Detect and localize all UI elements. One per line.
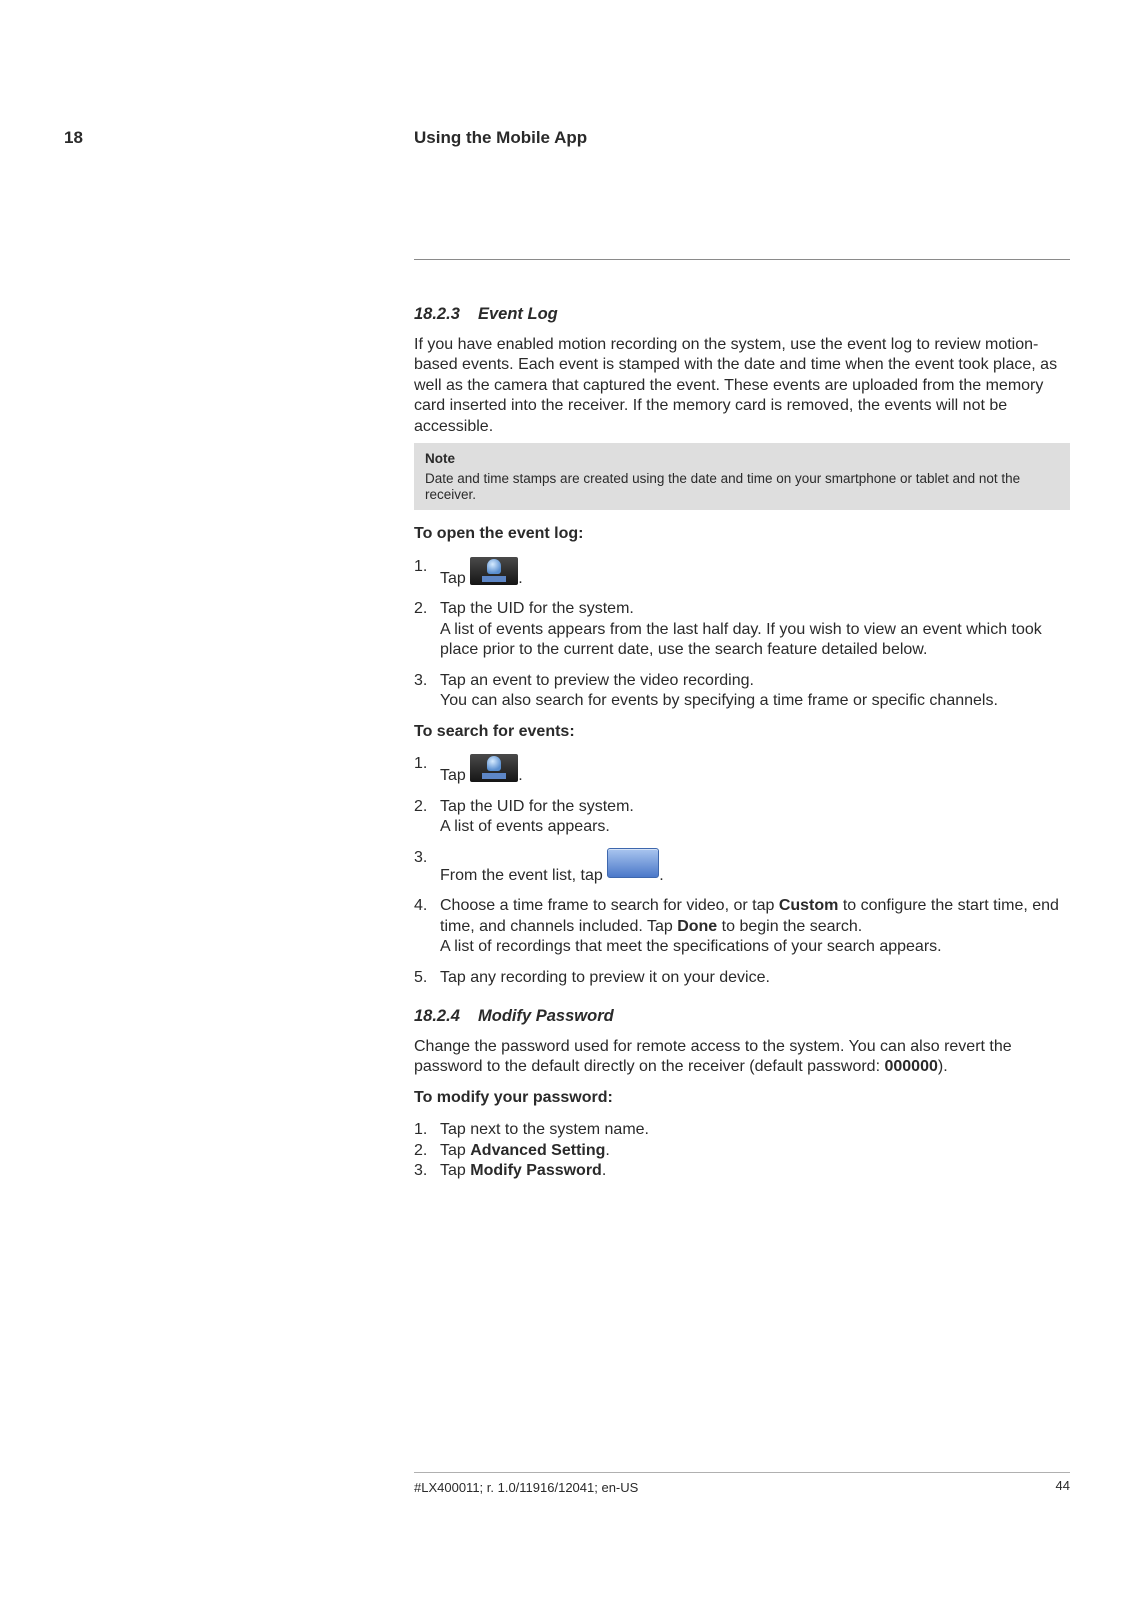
step-text: Tap Advanced Setting. xyxy=(440,1141,610,1159)
event-icon-label xyxy=(482,576,506,582)
list-item xyxy=(414,1161,1070,1182)
note-text: Date and time stamps are created using the date and time on your smartphone or tablet and not the receiver. xyxy=(425,471,1021,502)
list-item xyxy=(414,1120,1070,1141)
step-text: Tap an event to preview the video recording. xyxy=(440,671,754,689)
bell-icon xyxy=(487,756,501,771)
list-item xyxy=(414,557,1070,590)
step-number: 3. xyxy=(414,671,428,689)
section-heading-modify-password xyxy=(414,1006,1070,1027)
document-id: #LX400011; r. 1.0/11916/12041; en-US xyxy=(414,1480,639,1495)
note-title: Note xyxy=(425,451,455,466)
step-number: 1. xyxy=(414,1121,428,1138)
search-button-icon xyxy=(607,848,659,878)
chapter-number: 18 xyxy=(64,128,83,147)
event-icon-label xyxy=(482,773,506,779)
step-number: 3. xyxy=(414,848,428,866)
step-result: A list of events appears from the last half day. If you wish to view an event which took place prior to the current date, use the search feature detailed below. xyxy=(440,620,1042,658)
note-box xyxy=(414,443,1070,510)
step-number: 1. xyxy=(414,755,428,772)
step-result: A list of recordings that meet the specifications of your search appears. xyxy=(440,938,942,955)
modify-password-intro: Change the password used for remote access to the system. You can also revert the password to the default directly on the receiver (default password: 000000). xyxy=(414,1037,1012,1075)
step-number: 2. xyxy=(414,797,428,815)
step-number: 2. xyxy=(414,600,428,617)
list-item xyxy=(414,848,1070,887)
list-item xyxy=(414,968,1070,989)
main-content xyxy=(414,304,1070,1192)
bell-icon xyxy=(487,559,501,574)
step-text: Tap next to the system name. xyxy=(440,1121,649,1138)
step-text: Tap the UID for the system. xyxy=(440,600,634,617)
step-punct: . xyxy=(659,866,664,884)
step-number: 3. xyxy=(414,1162,428,1179)
step-number: 2. xyxy=(414,1141,428,1159)
open-event-log-heading: To open the event log: xyxy=(414,525,584,542)
custom-term: Custom xyxy=(778,897,839,914)
open-event-log-steps xyxy=(414,557,1070,712)
step-text: Choose a time frame to search for video, or tap Custom to configure the start time, end time, and channels included. Tap Done to begin the search. xyxy=(440,897,1059,935)
default-password: 000000 xyxy=(884,1058,938,1075)
header-divider xyxy=(414,259,1070,260)
step-punct: . xyxy=(518,767,523,784)
step-result: A list of events appears. xyxy=(440,818,610,835)
step-number: 4. xyxy=(414,897,428,914)
step-text: Tap any recording to preview it on your device. xyxy=(440,968,770,986)
event-icon xyxy=(470,754,518,782)
step-number: 5. xyxy=(414,968,428,986)
step-result: You can also search for events by specifying a time frame or specific channels. xyxy=(440,692,998,709)
event-icon xyxy=(470,557,518,585)
section-number: 18.2.3 xyxy=(414,305,460,323)
section-title: Modify Password xyxy=(478,1007,614,1025)
list-item xyxy=(414,1141,1070,1162)
step-text: Tap Modify Password. xyxy=(440,1162,607,1179)
step-text: Tap xyxy=(440,767,466,784)
step-text: Tap xyxy=(440,569,466,587)
list-item xyxy=(414,797,1070,838)
list-item xyxy=(414,599,1070,661)
modify-password-heading: To modify your password: xyxy=(414,1088,613,1106)
section-number: 18.2.4 xyxy=(414,1007,460,1025)
search-events-steps xyxy=(414,754,1070,988)
list-item xyxy=(414,896,1070,958)
search-events-heading: To search for events: xyxy=(414,722,575,740)
event-log-intro: If you have enabled motion recording on the system, use the event log to review motion-based events. Each event is stamped with the date and time when the event took place, as well as the camera that captured the event. These events are uploaded from the memory card inserted into the receiver. If the memory card is removed, the events will not be accessible. xyxy=(414,335,1058,435)
section-heading-event-log xyxy=(414,304,1070,325)
done-term: Done xyxy=(677,917,718,935)
section-title: Event Log xyxy=(478,305,558,323)
page-number: 44 xyxy=(1055,1478,1070,1493)
chapter-title: Using the Mobile App xyxy=(414,128,588,147)
step-number: 1. xyxy=(414,557,428,575)
modify-password-steps xyxy=(414,1120,1070,1182)
footer-divider xyxy=(414,1472,1070,1473)
step-text: From the event list, tap xyxy=(440,866,603,884)
list-item xyxy=(414,671,1070,712)
step-text: Tap the UID for the system. xyxy=(440,797,634,815)
list-item xyxy=(414,754,1070,787)
step-punct: . xyxy=(518,569,523,587)
